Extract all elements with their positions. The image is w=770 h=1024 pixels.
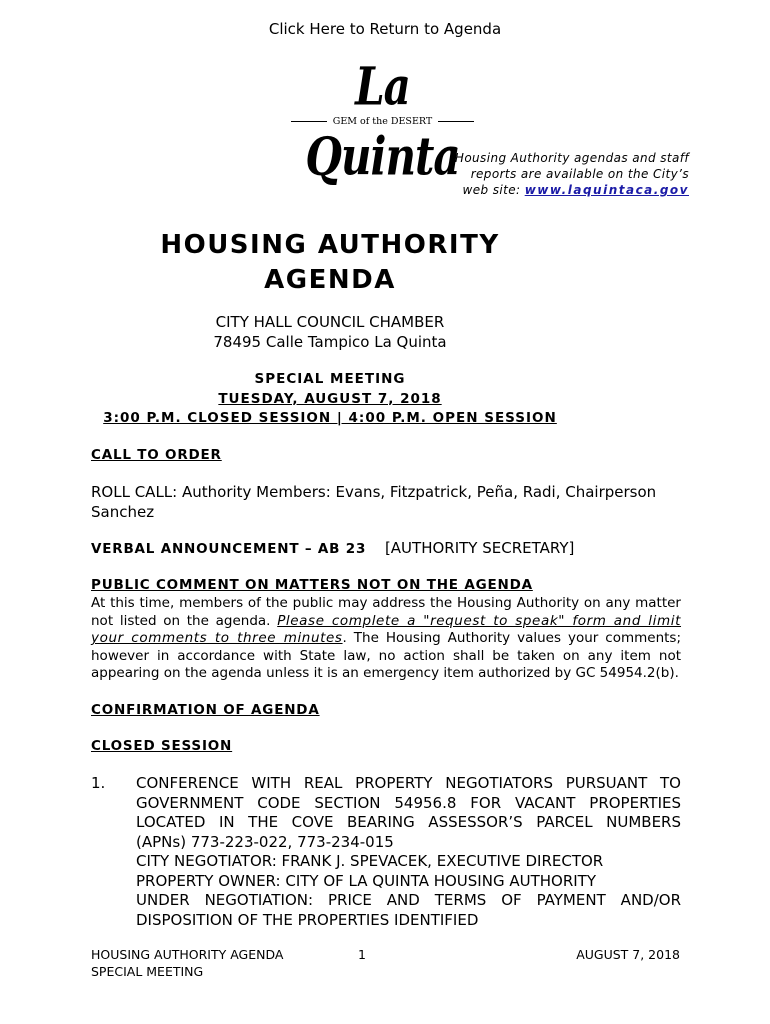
- website-note: [389, 150, 689, 198]
- meeting-info: [55, 370, 605, 429]
- footer-left: [91, 946, 283, 980]
- footer-left-line: HOUSING AUTHORITY AGENDA: [91, 947, 284, 962]
- item-line: CONFERENCE WITH REAL PROPERTY NEGOTIATORS PURSUANT TO: [136, 774, 681, 792]
- footer-left-line: SPECIAL MEETING: [91, 964, 204, 979]
- website-note-line: Housing Authority agendas and staff: [454, 151, 689, 165]
- confirmation-heading: CONFIRMATION OF AGENDA: [91, 702, 320, 718]
- item-line: LOCATED IN THE COVE BEARING ASSESSOR’S PARCEL NUMBERS: [136, 813, 681, 831]
- title-line: HOUSING AUTHORITY: [160, 230, 500, 260]
- meeting-type: SPECIAL MEETING: [254, 371, 406, 387]
- location-line: CITY HALL COUNCIL CHAMBER: [215, 313, 445, 331]
- item-line: PROPERTY OWNER: CITY OF LA QUINTA HOUSING AUTHORITY: [136, 871, 597, 890]
- website-note-line: [389, 182, 689, 198]
- item-line: UNDER NEGOTIATION: PRICE AND TERMS OF PAYMENT AND/OR: [136, 891, 681, 909]
- return-to-agenda-link[interactable]: Click Here to Return to Agenda: [268, 20, 502, 38]
- website-link[interactable]: www.laquintaca.gov: [524, 183, 689, 197]
- meeting-location: [55, 312, 605, 352]
- meeting-date: TUESDAY, AUGUST 7, 2018: [218, 390, 442, 407]
- call-to-order-heading: CALL TO ORDER: [91, 447, 222, 463]
- public-comment-text: [91, 595, 681, 683]
- closed-session-item: [136, 774, 681, 930]
- location-line: 78495 Calle Tampico La Quinta: [213, 333, 447, 351]
- divider: [291, 121, 327, 123]
- item-number: 1.: [91, 774, 106, 792]
- item-line: GOVERNMENT CODE SECTION 54956.8 FOR VACANT PROPERTIES: [136, 793, 681, 812]
- la-quinta-logo: [285, 52, 480, 187]
- logo-tagline-text: GEM of the DESERT: [332, 116, 433, 127]
- logo-script: La Quinta: [305, 55, 460, 187]
- page-title: [55, 228, 605, 298]
- website-note-line: reports are available on the City’s: [470, 167, 689, 181]
- verbal-announcement-role: [AUTHORITY SECRETARY]: [384, 539, 575, 557]
- public-comment-instruction: Please complete a "request to speak" form and limit your comments to three minutes: [91, 612, 682, 646]
- roll-call: [91, 482, 681, 522]
- meeting-sessions: 3:00 P.M. CLOSED SESSION | 4:00 P.M. OPEN SESSION: [103, 410, 557, 426]
- item-line: CITY NEGOTIATOR: FRANK J. SPEVACEK, EXECUTIVE DIRECTOR: [136, 852, 604, 870]
- verbal-announcement: [91, 538, 681, 559]
- website-note-prefix: web site:: [462, 183, 525, 197]
- public-comment-heading: PUBLIC COMMENT ON MATTERS NOT ON THE AGENDA: [91, 577, 533, 593]
- roll-call-line: ROLL CALL: Authority Members: Evans, Fitzpatrick, Peña, Radi, Chairperson: [91, 483, 657, 501]
- logo-tagline: [285, 116, 480, 127]
- verbal-announcement-label: VERBAL ANNOUNCEMENT – AB 23: [91, 541, 367, 557]
- public-comment-text-b: . The Housing Authority values your comments; however in accordance with State law, no action shall be taken on any item not appearing on the agenda unless it is an emergency item authorized by GC 54954.2(b).: [91, 630, 681, 681]
- roll-call-line: Sanchez: [91, 503, 155, 521]
- item-line: DISPOSITION OF THE PROPERTIES IDENTIFIED: [136, 910, 479, 929]
- page-number: 1: [358, 947, 366, 962]
- title-line: AGENDA: [264, 265, 396, 295]
- divider: [438, 121, 474, 123]
- public-comment-text-a: At this time, members of the public may address the Housing Authority on any matter not listed on the agenda.: [91, 595, 681, 629]
- item-line: (APNs) 773-223-022, 773-234-015: [136, 832, 394, 851]
- closed-session-heading: CLOSED SESSION: [91, 738, 233, 754]
- footer-date: AUGUST 7, 2018: [576, 947, 680, 962]
